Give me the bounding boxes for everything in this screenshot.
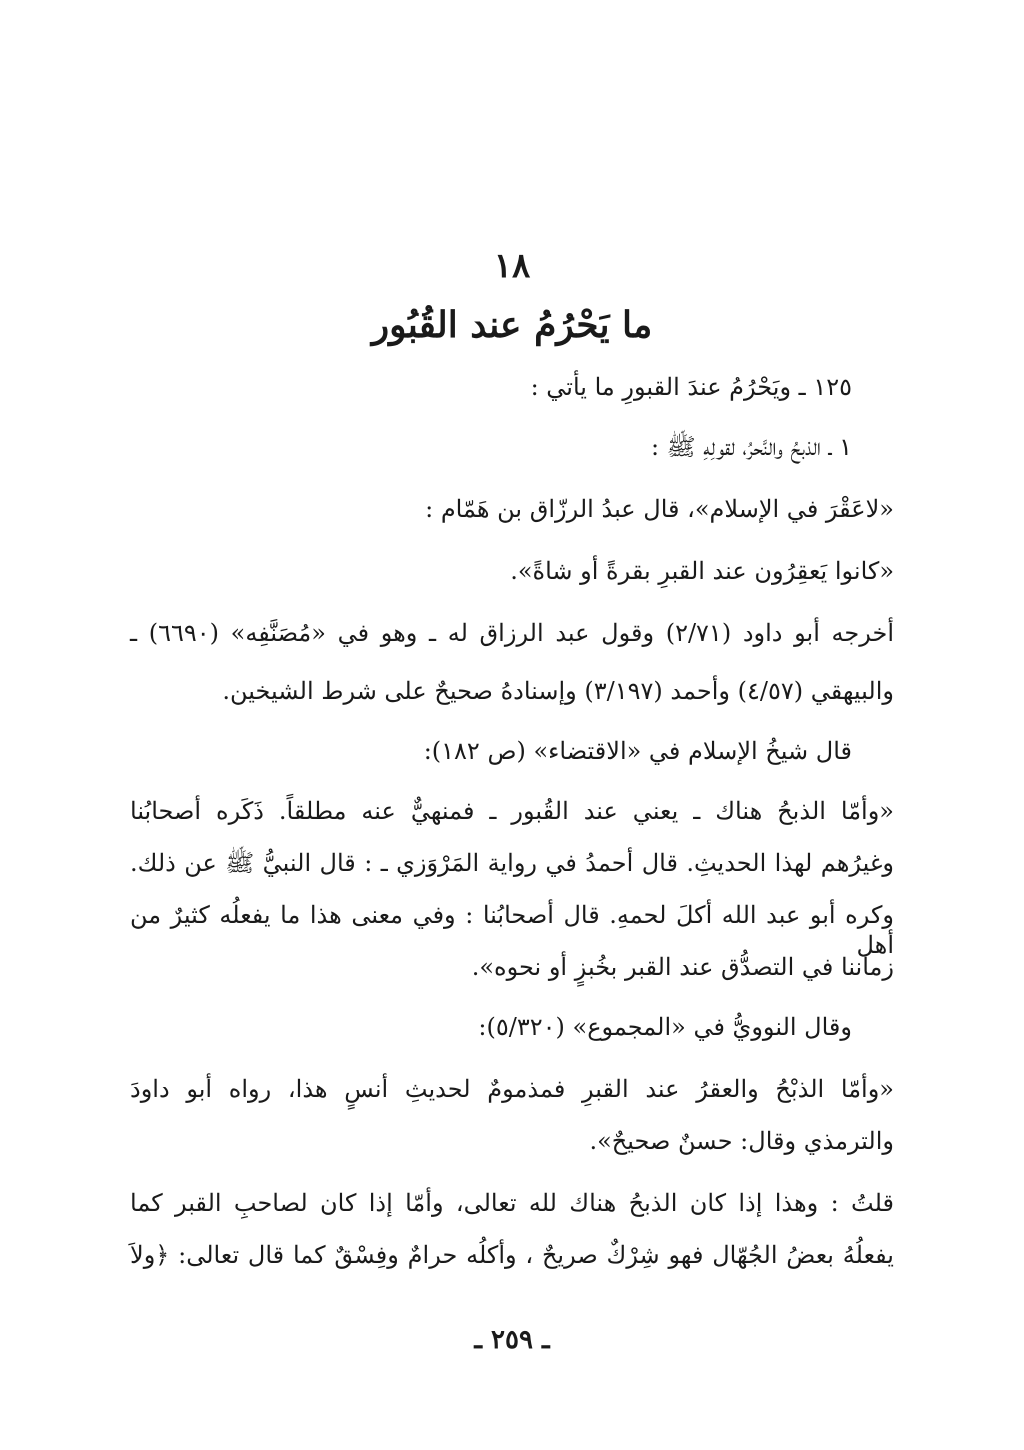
text-line-1: ١٢٥ ـ ويَحْرُمُ عندَ القبورِ ما يأتي : xyxy=(530,373,852,401)
chapter-title: ما يَحْرُمُ عند القُبُور xyxy=(371,304,653,346)
text-line-2: ١ ـ الذبحُ والنَّحرُ، لقولِهِ ﷺ : xyxy=(650,433,852,461)
text-line-14: والترمذي وقال: حسنٌ صحيحٌ». xyxy=(589,1127,894,1155)
text-line-7: قال شيخُ الإسلام في «الاقتضاء» (ص ١٨٢): xyxy=(423,737,852,765)
text-line-9: وغيرُهم لهذا الحديثِ. قال أحمدُ في رواية المَرْوَزي ـ : قال النبيُّ ﷺ عن ذلك. xyxy=(130,849,894,877)
text-line-4: «كانوا يَعقِرُون عند القبرِ بقرةً أو شاةً». xyxy=(510,557,894,585)
text-line-12: وقال النوويُّ في «المجموع» (٥/٣٢٠): xyxy=(478,1013,852,1041)
text-line-3: «لاعَقْرَ في الإسلام»، قال عبدُ الرزّاق بن هَمّام : xyxy=(425,495,894,523)
text-line-11: زماننا في التصدُّق عند القبر بخُبزٍ أو نحوه». xyxy=(471,953,894,981)
text-line-5: أخرجه أبو داود (٢/٧١) وقول عبد الرزاق له ـ وهو في «مُصَنَّفِه» (٦٦٩٠) ـ xyxy=(130,619,894,647)
text-line-8: «وأمّا الذبحُ هناك ـ يعني عند القُبور ـ فمنهيٌّ عنه مطلقاً. ذَكَره أصحابُنا xyxy=(130,797,894,825)
text-line-6: والبيهقي (٤/٥٧) وأحمد (٣/١٩٧) وإسنادهُ صحيحٌ على شرط الشيخين. xyxy=(222,677,894,705)
text-line-10: وكره أبو عبد الله أكلَ لحمهِ. قال أصحابُنا : وفي معنى هذا ما يفعلُه كثيرٌ من أهل xyxy=(130,901,894,959)
page-number: ـ ٢٥٩ ـ xyxy=(474,1325,550,1355)
text-line-13: «وأمّا الذبْحُ والعقرُ عند القبرِ فمذمومٌ لحديثِ أنسٍ هذا، رواه أبو داودَ xyxy=(130,1075,894,1103)
text-line-16: يفعلُهُ بعضُ الجُهّال فهو شِرْكٌ صريحٌ ، وأكلُه حرامٌ وفِسْقٌ كما قال تعالى: ﴿ولاَ xyxy=(130,1241,894,1269)
chapter-number: ١٨ xyxy=(493,246,531,286)
text-line-15: قلتُ : وهذا إذا كان الذبحُ هناك لله تعالى، وأمّا إذا كان لصاحبِ القبر كما xyxy=(130,1189,894,1217)
